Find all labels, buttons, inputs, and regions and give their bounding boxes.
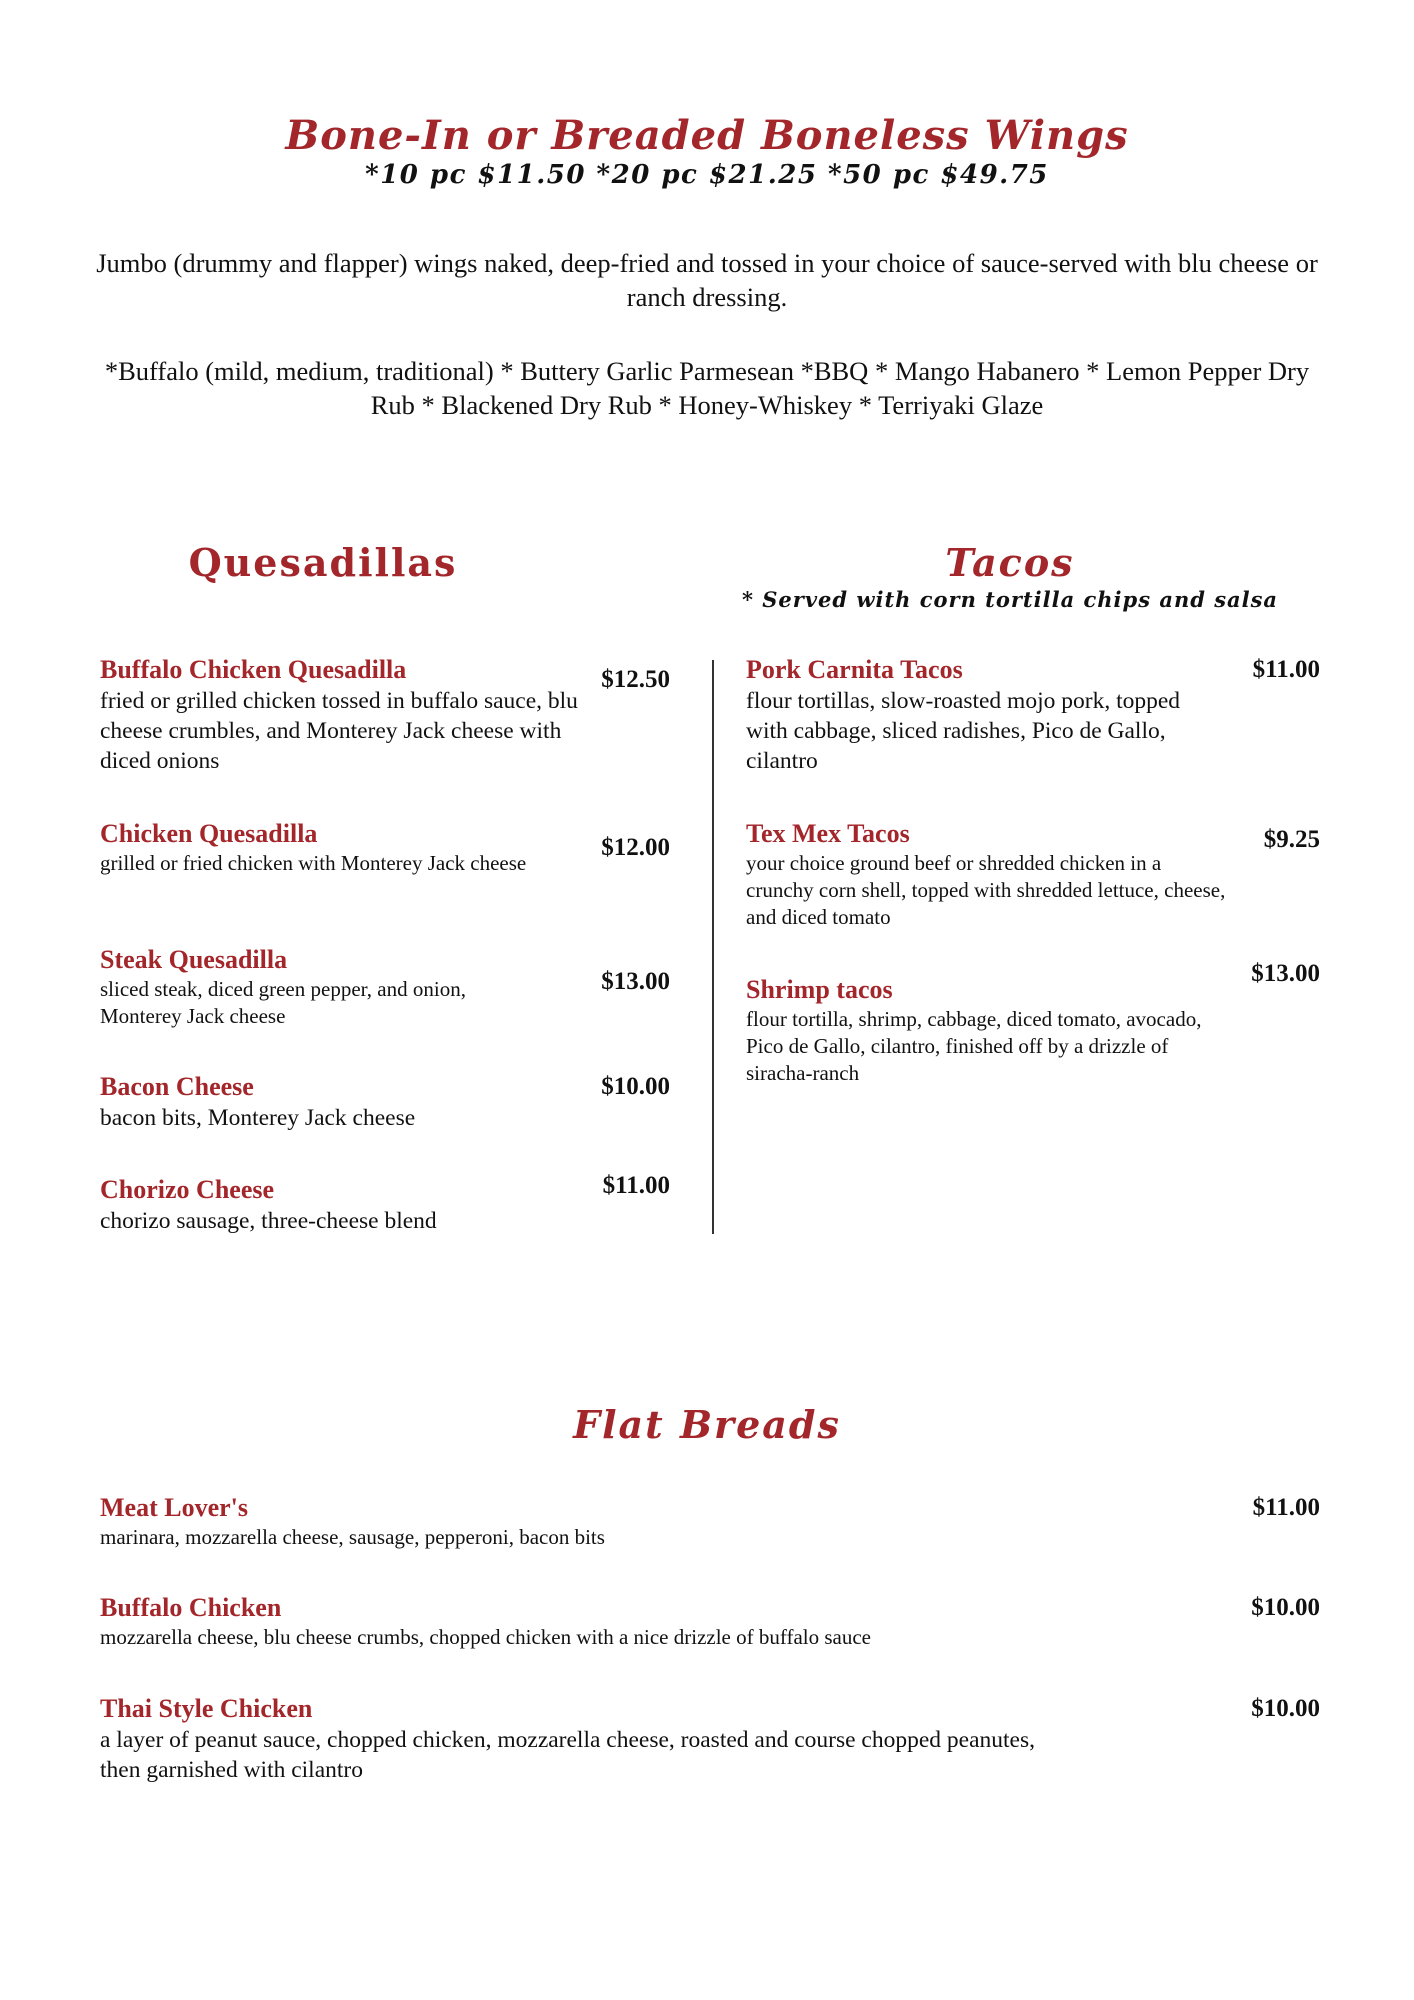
item-name: Chicken Quesadilla — [100, 819, 318, 848]
item-name: Thai Style Chicken — [100, 1694, 313, 1723]
item-price: $10.00 — [601, 1073, 670, 1100]
item-price: $13.00 — [1251, 960, 1320, 987]
item-description: your choice ground beef or shredded chicken in a crunchy corn shell, topped with shredded lettuce, cheese, and diced tomato — [746, 851, 1226, 929]
tacos-title: Tacos — [945, 540, 1075, 585]
list-item — [100, 1592, 1320, 1651]
item-name: Chorizo Cheese — [100, 1175, 275, 1204]
wings-sauces: *Buffalo (mild, medium, traditional) * Buttery Garlic Parmesean *BBQ * Mango Habanero * Lemon Pepper Dry Rub * Blackened Dry Rub * Honey-Whiskey * Terriyaki Glaze — [104, 356, 1310, 420]
list-item — [100, 1174, 670, 1236]
item-description: mozzarella cheese, blu cheese crumbs, chopped chicken with a nice drizzle of buffalo sauce — [100, 1625, 872, 1649]
item-name: Buffalo Chicken — [100, 1593, 282, 1622]
list-item — [746, 960, 1320, 1087]
item-price: $12.50 — [601, 666, 670, 693]
list-item — [100, 1693, 1320, 1785]
list-item — [100, 1492, 1320, 1551]
item-name: Buffalo Chicken Quesadilla — [100, 655, 407, 684]
column-divider — [712, 660, 714, 1234]
item-price: $11.00 — [1252, 1494, 1320, 1521]
list-item — [100, 1071, 670, 1133]
flatbreads-title: Flat Breads — [573, 1402, 841, 1447]
wings-prices: *10 pc $11.50 *20 pc $21.25 *50 pc $49.75 — [365, 160, 1049, 190]
item-price: $11.00 — [1252, 656, 1320, 683]
tacos-note: * Served with corn tortilla chips and salsa — [741, 587, 1279, 612]
item-description: grilled or fried chicken with Monterey Jack cheese — [100, 851, 527, 875]
list-item — [100, 654, 670, 776]
item-description: fried or grilled chicken tossed in buffalo sauce, blu cheese crumbles, and Monterey Jack cheese with diced onions — [100, 688, 578, 774]
item-name: Tex Mex Tacos — [746, 819, 910, 848]
item-description: marinara, mozzarella cheese, sausage, pepperoni, bacon bits — [100, 1525, 605, 1549]
quesadillas-title: Quesadillas — [188, 540, 458, 585]
item-name: Shrimp tacos — [746, 975, 893, 1004]
item-description: chorizo sausage, three-cheese blend — [100, 1208, 437, 1234]
list-item — [746, 818, 1320, 931]
item-description: flour tortilla, shrimp, cabbage, diced tomato, avocado, Pico de Gallo, cilantro, finished off by a drizzle of siracha-ranch — [746, 1007, 1202, 1085]
wings-title: Bone-In or Breaded Boneless Wings — [285, 112, 1129, 159]
list-item — [100, 944, 670, 1030]
item-price: $10.00 — [1251, 1594, 1320, 1621]
item-name: Steak Quesadilla — [100, 945, 288, 974]
item-price: $11.00 — [602, 1172, 670, 1199]
item-price: $10.00 — [1251, 1695, 1320, 1722]
list-item — [100, 818, 670, 877]
item-name: Pork Carnita Tacos — [746, 655, 963, 684]
item-price: $12.00 — [601, 834, 670, 861]
item-description: bacon bits, Monterey Jack cheese — [100, 1105, 416, 1131]
item-price: $9.25 — [1263, 826, 1320, 853]
item-name: Bacon Cheese — [100, 1072, 254, 1101]
item-name: Meat Lover's — [100, 1493, 249, 1522]
item-description: sliced steak, diced green pepper, and onion, Monterey Jack cheese — [100, 977, 466, 1028]
item-price: $13.00 — [601, 968, 670, 995]
wings-description: Jumbo (drummy and flapper) wings naked, deep-fried and tossed in your choice of sauce-served with blu cheese or ranch dressing. — [96, 248, 1318, 312]
item-description: a layer of peanut sauce, chopped chicken, mozzarella cheese, roasted and course chopped peanutes, then garnished with cilantro — [100, 1727, 1035, 1783]
list-item — [746, 654, 1320, 776]
item-description: flour tortillas, slow-roasted mojo pork, topped with cabbage, sliced radishes, Pico de Gallo, cilantro — [746, 688, 1181, 774]
